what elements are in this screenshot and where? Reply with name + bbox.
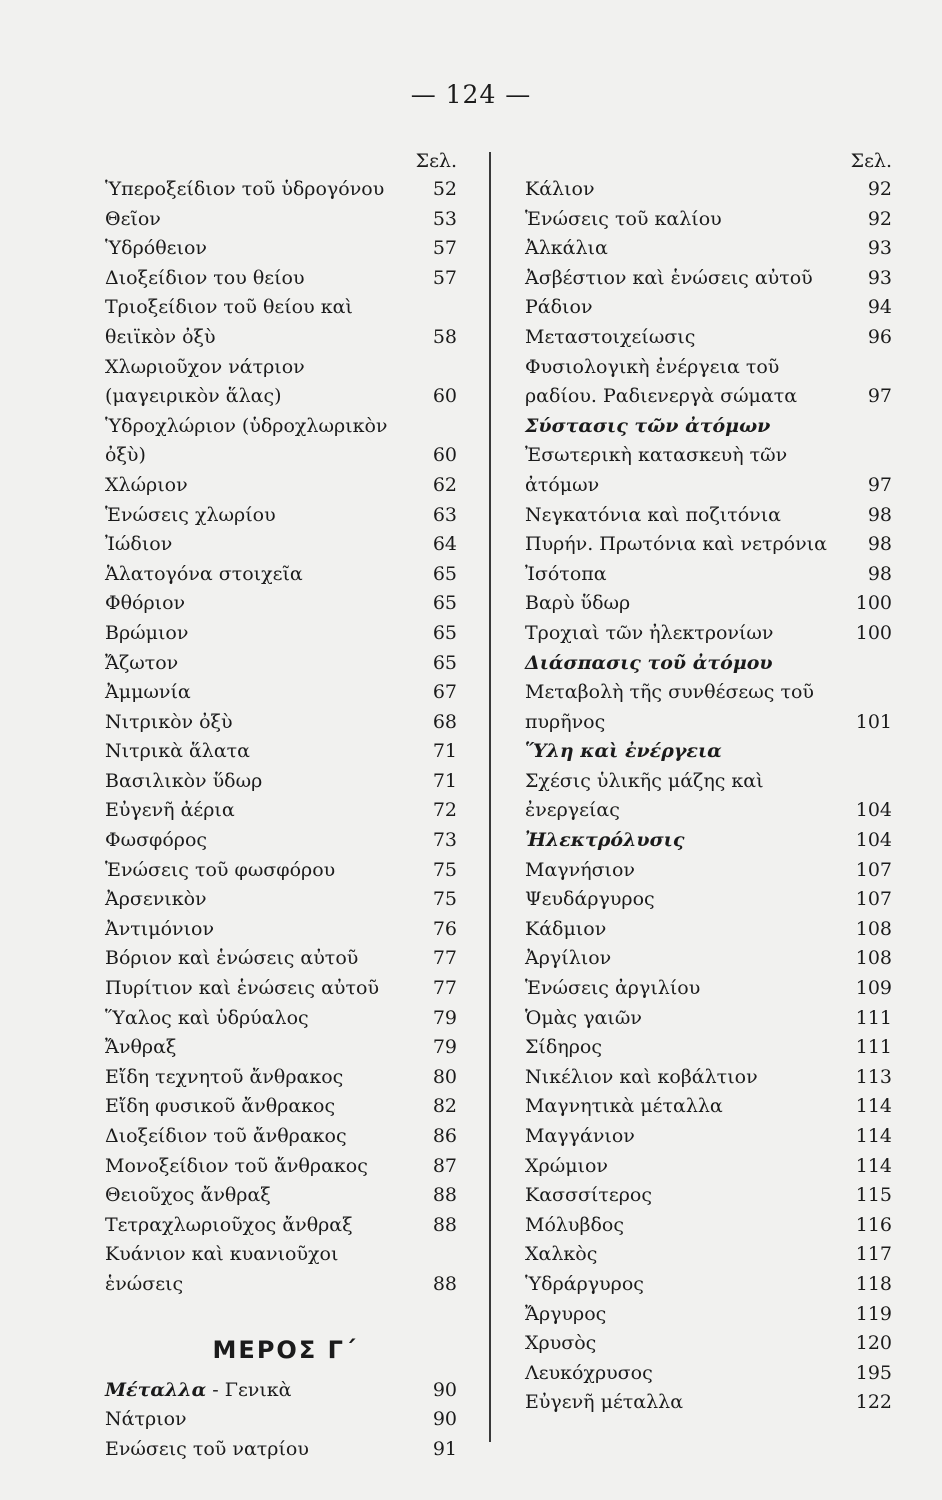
page-number: — 124 — — [410, 80, 532, 109]
toc-entry-page: 119 — [855, 1302, 892, 1325]
toc-entry — [525, 1211, 900, 1241]
toc-entry-page: 108 — [855, 917, 892, 940]
toc-entry — [105, 1122, 465, 1152]
toc-entry — [525, 1181, 900, 1211]
toc-entry-title: Ψευδάργυρος — [525, 888, 655, 911]
toc-entry-title: Μεταστοιχείωσις — [525, 325, 696, 348]
toc-entry — [525, 1004, 900, 1034]
toc-entry-title: Διοξείδιον του θείου — [105, 266, 305, 289]
toc-entry — [105, 1033, 465, 1063]
toc-entry-page: 79 — [432, 1036, 457, 1059]
toc-entry — [105, 353, 465, 412]
toc-entry-page: 107 — [855, 888, 892, 911]
toc-entry-title: Ἠλεκτρόλυσις — [525, 829, 685, 852]
toc-entry-page: 114 — [855, 1095, 892, 1118]
toc-entry-title: Πυρήν. Πρωτόνια καὶ νετρόνια — [525, 533, 827, 556]
toc-entry-page: 93 — [867, 237, 892, 260]
toc-entry — [105, 619, 465, 649]
toc-entry — [525, 501, 900, 531]
right-page-header: Σελ. — [850, 150, 892, 172]
toc-entry — [525, 353, 900, 412]
toc-entry-title: Νικέλιον καὶ κοβάλτιον — [525, 1065, 758, 1088]
toc-entry — [525, 826, 900, 856]
toc-entry-title: Κάδμιον — [525, 917, 607, 940]
toc-entry — [105, 1405, 465, 1435]
toc-entry-title: Ἀντιμόνιον — [105, 917, 215, 940]
toc-entry-title: Πυρίτιον καὶ ἑνώσεις αὐτοῦ — [105, 977, 379, 1000]
toc-entry-page: 57 — [432, 266, 457, 289]
toc-entry-page: 75 — [432, 858, 457, 881]
toc-entry — [105, 1435, 465, 1465]
toc-entry-title: Ἑνώσεις χλωρίου — [105, 503, 276, 526]
toc-entry-title: Ἀλκάλια — [525, 237, 608, 260]
toc-entry-page: 116 — [855, 1213, 892, 1236]
toc-entry-title-bold: Μέταλλα — [105, 1378, 207, 1401]
toc-entry-page: 100 — [855, 621, 892, 644]
toc-entry-title: Νεγκατόνια καὶ ποζιτόνια — [525, 503, 781, 526]
toc-entry — [105, 412, 465, 471]
toc-entry — [105, 1092, 465, 1122]
toc-entry — [525, 1033, 900, 1063]
toc-entry — [105, 1211, 465, 1241]
toc-entry-page: 60 — [432, 385, 457, 408]
toc-entry-page: 65 — [432, 562, 457, 585]
toc-entry-title: Ἐσωτερικὴ κατασκευὴ τῶν ἀτόμων — [525, 444, 788, 496]
toc-entry — [105, 944, 465, 974]
toc-entry — [105, 560, 465, 590]
toc-entry-title: Ἰώδιον — [105, 533, 173, 556]
toc-entry-title: Μαγνήσιον — [525, 858, 635, 881]
toc-entry-page: 91 — [432, 1437, 457, 1460]
toc-entry-page: 195 — [855, 1361, 892, 1384]
toc-entry — [525, 1329, 900, 1359]
toc-entry-title: Ἄνθραξ — [105, 1036, 177, 1059]
toc-entry-title: Ὁμὰς γαιῶν — [525, 1006, 642, 1029]
toc-entry-title: Νιτρικὸν ὀξὺ — [105, 710, 233, 733]
toc-entry-page: 71 — [432, 769, 457, 792]
toc-entry-page: 104 — [855, 799, 892, 822]
toc-entry — [105, 915, 465, 945]
toc-entry-title — [105, 1435, 465, 1465]
toc-entry-title: Μαγγάνιον — [525, 1125, 635, 1147]
toc-entry-title: Ἁλατογόνα στοιχεῖα — [105, 562, 303, 585]
toc-entry-page: 98 — [867, 533, 892, 556]
toc-entry — [525, 1152, 900, 1182]
toc-entry — [525, 530, 900, 560]
toc-entry — [525, 293, 900, 323]
toc-entry-title: Φωσφόρος — [105, 829, 208, 852]
toc-entry-page: 111 — [855, 1036, 892, 1059]
toc-entry-page: 96 — [867, 325, 892, 348]
toc-entry — [525, 441, 900, 500]
toc-entry-title: Σύστασις τῶν ἀτόμων — [525, 414, 771, 437]
toc-entry-title: Βαρὺ ὕδωρ — [525, 592, 631, 615]
toc-entry — [525, 264, 900, 294]
toc-entry — [105, 471, 465, 501]
toc-entry-page: 118 — [855, 1272, 892, 1295]
toc-entry-title: Ἑνώσεις τοῦ καλίου — [525, 207, 722, 230]
toc-entry-page: 53 — [432, 207, 457, 230]
toc-entry-page: 65 — [432, 651, 457, 674]
toc-entry — [105, 1063, 465, 1093]
toc-entry-title: Ἀσβέστιον καὶ ἑνώσεις αὐτοῦ — [525, 266, 813, 289]
part-title: ΜΕΡΟΣ Γ΄ — [212, 1335, 358, 1364]
toc-entry — [525, 589, 900, 619]
toc-entry-page: 88 — [432, 1272, 457, 1295]
toc-entry-title: Φθόριον — [105, 592, 186, 615]
toc-entry-title: Ἑνώσεις τοῦ φωσφόρου — [105, 858, 336, 881]
toc-entry-page: 88 — [432, 1213, 457, 1236]
toc-entry-page: 73 — [432, 829, 457, 852]
toc-entry-title-rest: Ενώσεις τοῦ νατρίου — [105, 1437, 309, 1460]
toc-entry — [525, 737, 900, 767]
toc-entry — [105, 649, 465, 679]
toc-entry-title: Νιτρικὰ ἅλατα — [105, 740, 250, 763]
toc-entry — [105, 1181, 465, 1211]
toc-entry-page: 90 — [432, 1378, 457, 1401]
toc-entry — [525, 885, 900, 915]
toc-entry — [105, 501, 465, 531]
toc-entry-title: Κυάνιον καὶ κυανιοῦχοι ἑνώσεις — [105, 1243, 339, 1295]
toc-entry-page: 67 — [432, 681, 457, 704]
toc-entry-page: 63 — [432, 503, 457, 526]
toc-entry-page: 92 — [867, 178, 892, 200]
toc-entry-page: 107 — [855, 858, 892, 881]
toc-entry-page: 114 — [855, 1125, 892, 1147]
toc-entry-title: Τετραχλωριοῦχος ἄνθραξ — [105, 1213, 353, 1236]
toc-entry-page: 58 — [432, 325, 457, 348]
toc-entry-title: Ὑδρόθειον — [105, 237, 207, 260]
toc-entry-page: 57 — [432, 237, 457, 260]
toc-entry — [525, 856, 900, 886]
toc-entry — [525, 1388, 900, 1418]
toc-entry-page: 64 — [432, 533, 457, 556]
toc-entry-page: 115 — [855, 1184, 892, 1207]
toc-entry-page: 79 — [432, 1006, 457, 1029]
column-divider — [489, 152, 491, 1442]
toc-entry-title: Λευκόχρυσος — [525, 1361, 653, 1384]
toc-entry-title: Ὑπεροξείδιον τοῦ ὑδρογόνου — [105, 178, 385, 200]
toc-entry — [105, 678, 465, 708]
toc-entry-title: Ράδιον — [525, 296, 593, 319]
toc-entry — [525, 323, 900, 353]
toc-entry — [525, 412, 900, 442]
toc-entry-title: Βασιλικὸν ὕδωρ — [105, 769, 263, 792]
toc-entry-title: Ὑδροχλώριον (ὑδροχλωρικὸν ὀξὺ) — [105, 414, 388, 467]
toc-entry — [105, 205, 465, 235]
toc-entry — [105, 264, 465, 294]
toc-entry — [525, 175, 900, 205]
toc-entry-page: 90 — [432, 1408, 457, 1431]
toc-entry-title: Εἴδη φυσικοῦ ἄνθρακος — [105, 1095, 336, 1118]
toc-entry-title: Θεῖον — [105, 207, 161, 230]
toc-entry — [105, 234, 465, 264]
toc-entry — [525, 560, 900, 590]
toc-entry-title: Ὕαλος καὶ ὑδρύαλος — [105, 1006, 309, 1029]
toc-entry-title: Χρώμιον — [525, 1154, 608, 1177]
toc-entry-page: 101 — [855, 710, 892, 733]
toc-entry — [525, 649, 900, 679]
toc-entry-title: Βόριον καὶ ἑνώσεις αὐτοῦ — [105, 947, 359, 970]
toc-entry-title: Ἰσότοπα — [525, 562, 607, 585]
toc-entry-page: 93 — [867, 266, 892, 289]
toc-entry-title: Χαλκὸς — [525, 1243, 598, 1266]
toc-entry-page: 77 — [432, 947, 457, 970]
toc-entry-page: 80 — [432, 1065, 457, 1088]
toc-entry-page: 113 — [855, 1065, 892, 1088]
toc-entry-title: Σχέσις ὑλικῆς μάζης καὶ ἐνεργείας — [525, 769, 764, 822]
toc-entry-title: Ὑδράργυρος — [525, 1272, 644, 1295]
toc-entry — [105, 737, 465, 767]
toc-entry-page: 117 — [855, 1243, 892, 1266]
toc-entry-page: 98 — [867, 562, 892, 585]
toc-entry-title: Ἀμμωνία — [105, 681, 191, 704]
toc-entry — [525, 1240, 900, 1270]
toc-entry-title: Ἄζωτον — [105, 651, 179, 674]
toc-entry-page: 109 — [855, 977, 892, 1000]
toc-entry-page: 92 — [867, 207, 892, 230]
toc-entry-page: 97 — [867, 473, 892, 496]
toc-entry-title: Χρυσὸς — [525, 1332, 597, 1355]
toc-entry — [525, 619, 900, 649]
toc-entry-title: Εὐγενῆ μέταλλα — [525, 1391, 684, 1414]
toc-entry — [525, 1270, 900, 1300]
left-page-header: Σελ. — [415, 150, 457, 172]
toc-entry-page: 76 — [432, 917, 457, 940]
toc-entry — [105, 293, 465, 352]
toc-entry-title: Φυσιολογικὴ ἐνέργεια τοῦ ραδίου. Ραδιενεργὰ σώματα — [525, 355, 798, 408]
toc-entry-title — [105, 1405, 465, 1435]
toc-entry — [525, 1359, 900, 1389]
toc-entry-title: Κασσσίτερος — [525, 1184, 652, 1207]
toc-entry — [525, 1122, 900, 1152]
toc-entry — [105, 1376, 465, 1406]
toc-entry-page: 68 — [432, 710, 457, 733]
toc-entry-title: Μεταβολὴ τῆς συνθέσεως τοῦ πυρῆνος — [525, 681, 814, 733]
toc-entry — [525, 915, 900, 945]
toc-entry — [525, 974, 900, 1004]
toc-entry-title: Χλώριον — [105, 473, 188, 496]
toc-entry-page: 65 — [432, 592, 457, 615]
toc-entry-page: 72 — [432, 799, 457, 822]
toc-entry-title-rest: - Γενικὰ — [206, 1378, 292, 1401]
toc-entry-page: 75 — [432, 888, 457, 911]
toc-entry-page: 87 — [432, 1154, 457, 1177]
toc-entry — [105, 175, 465, 205]
toc-entry — [105, 589, 465, 619]
toc-entry-title: Βρώμιον — [105, 621, 189, 644]
toc-entry — [105, 767, 465, 797]
toc-entry — [525, 234, 900, 264]
toc-entry-title: Κάλιον — [525, 178, 595, 200]
toc-entry-title-rest: Νάτριον — [105, 1408, 187, 1431]
toc-entry-title: Μόλυβδος — [525, 1213, 624, 1236]
toc-entry — [105, 885, 465, 915]
toc-entry — [105, 974, 465, 1004]
toc-entry — [525, 1092, 900, 1122]
toc-entry-title: Διοξείδιον τοῦ ἄνθρακος — [105, 1125, 347, 1147]
left-column — [105, 148, 465, 1464]
toc-entry-title: Σίδηρος — [525, 1036, 602, 1059]
toc-entry-title: Χλωριοῦχον νάτριον (μαγειρικὸν ἅλας) — [105, 355, 305, 408]
toc-entry-title: Τροχιαὶ τῶν ἠλεκτρονίων — [525, 621, 774, 644]
toc-entry-title: Ἑνώσεις ἀργιλίου — [525, 977, 701, 1000]
toc-entry — [525, 944, 900, 974]
toc-entry — [105, 826, 465, 856]
toc-entry-title: Μονοξείδιον τοῦ ἄνθρακος — [105, 1154, 368, 1177]
toc-entry — [105, 1152, 465, 1182]
toc-entry-title: Ἄργυρος — [525, 1302, 607, 1325]
toc-entry-page: 86 — [432, 1125, 457, 1147]
right-entries — [525, 175, 900, 1418]
toc-entry-title: Θειοῦχος ἄνθραξ — [105, 1184, 271, 1207]
toc-entry-page: 62 — [432, 473, 457, 496]
left-entries — [105, 175, 465, 1300]
toc-entry-page: 98 — [867, 503, 892, 526]
toc-entry-page: 82 — [432, 1095, 457, 1118]
toc-entry-title: Εὐγενῆ ἀέρια — [105, 799, 235, 822]
toc-entry-page: 94 — [867, 296, 892, 319]
toc-entry — [105, 856, 465, 886]
toc-entry-page: 120 — [855, 1332, 892, 1355]
toc-entry — [105, 796, 465, 826]
toc-entry-page: 65 — [432, 621, 457, 644]
toc-entry-page: 108 — [855, 947, 892, 970]
toc-entry — [525, 1300, 900, 1330]
toc-entry-title: Μαγνητικὰ μέταλλα — [525, 1095, 723, 1118]
toc-entry-page: 88 — [432, 1184, 457, 1207]
toc-entry-page: 111 — [855, 1006, 892, 1029]
toc-entry — [525, 1063, 900, 1093]
toc-entry-page: 104 — [855, 829, 892, 852]
toc-entry-page: 122 — [855, 1391, 892, 1414]
toc-entry-page: 100 — [855, 592, 892, 615]
toc-entry-title: Εἴδη τεχνητοῦ ἄνθρακος — [105, 1065, 344, 1088]
toc-entry-page: 114 — [855, 1154, 892, 1177]
toc-entry-page: 97 — [867, 385, 892, 408]
part-entries — [105, 1376, 465, 1465]
toc-entry — [525, 205, 900, 235]
toc-entry-page: 52 — [432, 178, 457, 200]
toc-entry — [105, 708, 465, 738]
toc-entry-title: Τριοξείδιον τοῦ θείου καὶ θειϊκὸν ὀξὺ — [105, 296, 353, 348]
right-column — [525, 148, 900, 1418]
toc-entry — [525, 767, 900, 826]
toc-entry — [525, 678, 900, 737]
toc-entry-title — [105, 1376, 465, 1406]
toc-entry-title: Ἀργίλιον — [525, 947, 612, 970]
toc-entry — [105, 530, 465, 560]
toc-entry — [105, 1004, 465, 1034]
toc-entry-page: 77 — [432, 977, 457, 1000]
toc-entry-title: Διάσπασις τοῦ ἀτόμου — [525, 651, 773, 674]
toc-entry-title: Ἀρσενικὸν — [105, 888, 207, 911]
toc-entry-title: Ὕλη καὶ ἐνέργεια — [525, 740, 722, 763]
toc-entry-page: 71 — [432, 740, 457, 763]
toc-entry — [105, 1240, 465, 1299]
toc-entry-page: 60 — [432, 444, 457, 467]
